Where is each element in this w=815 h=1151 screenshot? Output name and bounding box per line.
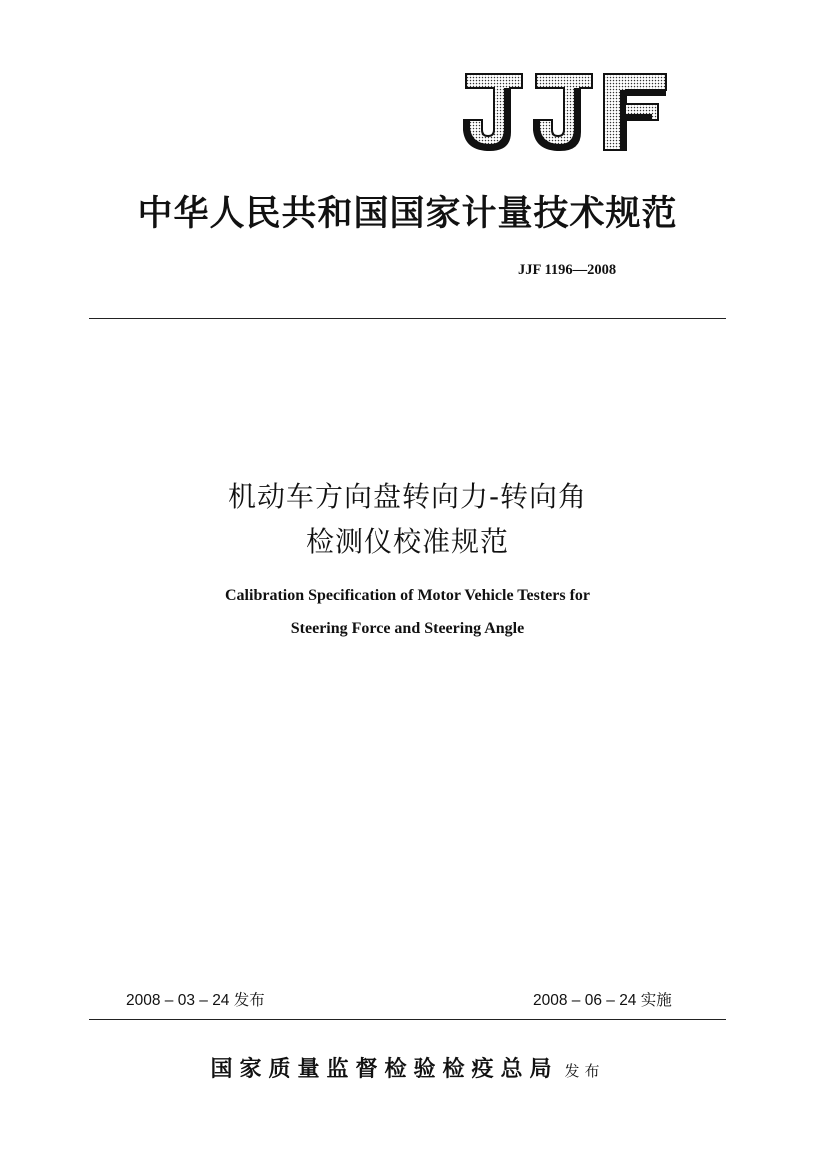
page-title: 中华人民共和国国家计量技术规范 (137, 193, 678, 234)
document-code: JJF 1196—2008 (518, 262, 617, 278)
document-title-cn-line-1: 机动车方向盘转向力-转向角 (227, 480, 588, 513)
document-title-en-line-2: Steering Force and Steering Angle (290, 620, 525, 637)
top-divider (89, 318, 726, 319)
document-title-cn-line-2: 检测仪校准规范 (305, 525, 509, 558)
issue-date: 2008 – 03 – 24 发布 (126, 992, 265, 1009)
jjf-logo-icon (460, 70, 670, 155)
publisher-name: 国家质量监督检验检疫总局 (210, 1056, 559, 1082)
implementation-date: 2008 – 06 – 24 实施 (533, 992, 672, 1009)
bottom-divider (89, 1019, 726, 1020)
publisher-line (0, 1052, 815, 1083)
publisher-suffix: 发布 (564, 1062, 605, 1080)
document-title-en-line-1: Calibration Specification of Motor Vehicle Testers for (225, 587, 590, 604)
